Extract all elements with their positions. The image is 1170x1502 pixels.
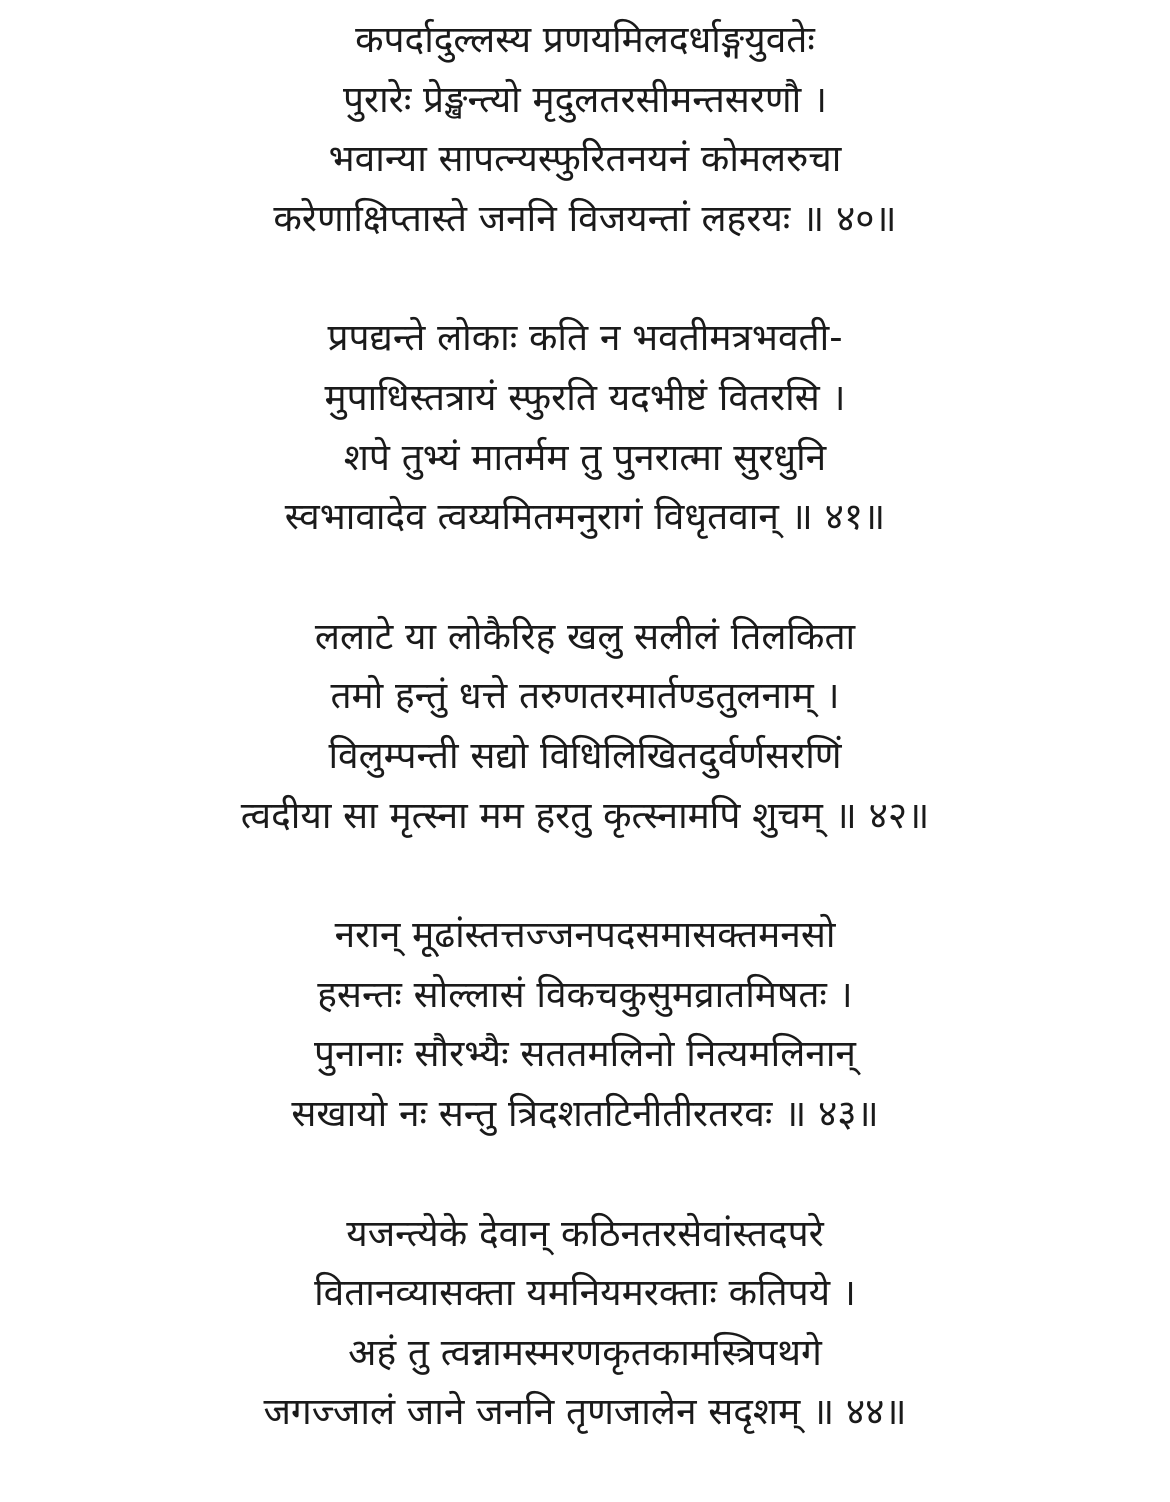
- verse-line: भवान्या सापत्न्यस्फुरितनयनं कोमलरुचा: [328, 137, 842, 181]
- verse-line: हसन्तः सोल्लासं विकचकुसुमव्रातमिषतः ।: [317, 972, 853, 1016]
- verse-40: [0, 10, 1170, 248]
- verse-line: विलुम्पन्ती सद्यो विधिलिखितदुर्वर्णसरणिं: [328, 733, 842, 777]
- verse-line: मुपाधिस्तत्रायं स्फुरति यदभीष्टं वितरसि ।: [324, 375, 846, 419]
- stotra-page: [0, 10, 1170, 1502]
- verse-line: करेणाक्षिप्तास्ते जननि विजयन्तां लहरयः ॥ ४०॥: [273, 196, 897, 240]
- verse-line: यजन्त्येके देवान् कठिनतरसेवांस्तदपरे: [346, 1211, 824, 1255]
- verse-line: वितानव्यासक्ता यमनियमरक्ताः कतिपये ।: [314, 1271, 856, 1315]
- verse-line: स्वभावादेव त्वय्यमितमनुरागं विधृतवान् ॥ ४१॥: [284, 495, 886, 539]
- verse-line: जगज्जालं जाने जननि तृणजालेन सदृशम् ॥ ४४॥: [263, 1390, 907, 1434]
- verse-line: पुरारेः प्रेङ्खन्त्यो मृदुलतरसीमन्तसरणौ ।: [342, 77, 828, 121]
- verse-line: पुनानाः सौरभ्यैः सततमलिनो नित्यमलिनान्: [314, 1032, 856, 1076]
- verse-42: [0, 607, 1170, 845]
- verse-41: [0, 308, 1170, 546]
- verse-line: तमो हन्तुं धत्ते तरुणतरमार्तण्डतुलनाम् ।: [330, 674, 840, 718]
- verse-line: त्वदीया सा मृत्स्ना मम हरतु कृत्स्नामपि शुचम् ॥ ४२॥: [240, 793, 930, 837]
- verse-line: कपर्दादुल्लस्य प्रणयमिलदर्धाङ्गयुवतेः: [355, 18, 815, 61]
- verse-line: ललाटे या लोकैरिह खलु सलीलं तिलकिता: [314, 614, 856, 658]
- verse-44: [0, 1204, 1170, 1442]
- verse-line: शपे तुभ्यं मातर्मम तु पुनरात्मा सुरधुनि: [343, 435, 827, 479]
- verse-line: अहं तु त्वन्नामस्मरणकृतकामस्त्रिपथगे: [348, 1330, 822, 1374]
- verse-line: प्रपद्यन्ते लोकाः कति न भवतीमत्रभवती-: [327, 316, 843, 360]
- verse-line: नरान् मूढांस्तत्तज्जनपदसमासक्तमनसो: [334, 913, 836, 957]
- verse-43: [0, 905, 1170, 1143]
- verse-line: सखायो नः सन्तु त्रिदशतटिनीतीरतरवः ॥ ४३॥: [291, 1091, 879, 1135]
